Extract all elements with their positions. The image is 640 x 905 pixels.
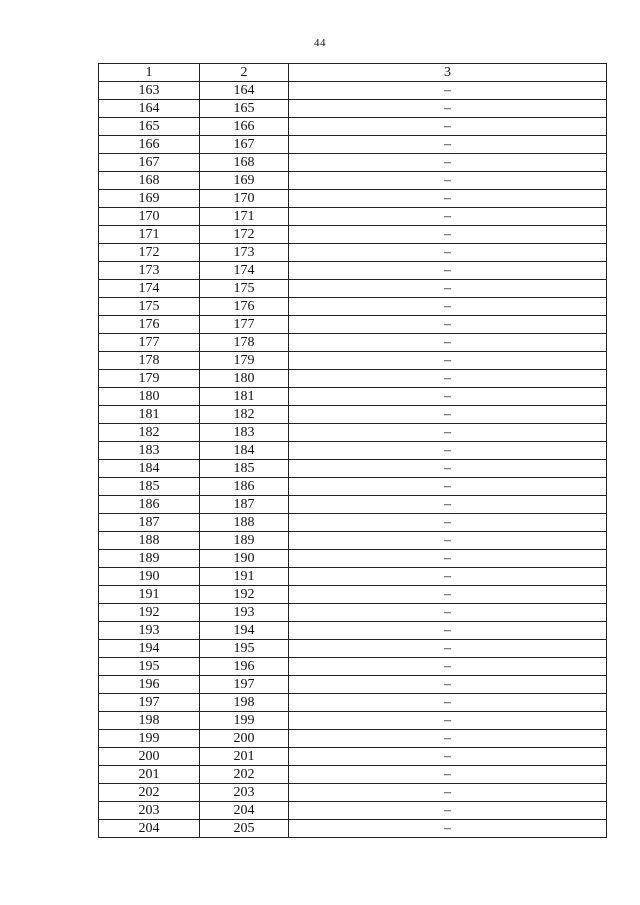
table-row: [99, 640, 607, 658]
table-cell-col-1: 170: [99, 208, 200, 226]
table-row: [99, 604, 607, 622]
table-cell-col-1: 180: [99, 388, 200, 406]
table-row: [99, 406, 607, 424]
table-cell-col-3: –: [289, 478, 607, 496]
table-cell-col-1: 196: [99, 676, 200, 694]
table-cell-col-2: 199: [200, 712, 289, 730]
table-cell-col-1: 193: [99, 622, 200, 640]
table-row: [99, 226, 607, 244]
table-cell-col-3: –: [289, 352, 607, 370]
table-row: [99, 586, 607, 604]
table-cell-col-3: –: [289, 766, 607, 784]
table-cell-col-3: –: [289, 658, 607, 676]
table-cell-col-2: 202: [200, 766, 289, 784]
table-cell-col-2: 198: [200, 694, 289, 712]
table-cell-col-2: 183: [200, 424, 289, 442]
table-cell-col-3: –: [289, 424, 607, 442]
table-row: [99, 82, 607, 100]
table-cell-col-2: 165: [200, 100, 289, 118]
table-cell-col-3: –: [289, 532, 607, 550]
table-row: [99, 370, 607, 388]
table-cell-col-3: –: [289, 190, 607, 208]
table-cell-col-1: 182: [99, 424, 200, 442]
table-cell-col-3: –: [289, 802, 607, 820]
table-cell-col-3: –: [289, 226, 607, 244]
table-cell-col-1: 171: [99, 226, 200, 244]
table-row: [99, 802, 607, 820]
table-cell-col-1: 176: [99, 316, 200, 334]
table-cell-col-3: –: [289, 136, 607, 154]
table-row: [99, 244, 607, 262]
table-cell-col-3: –: [289, 568, 607, 586]
table-cell-col-3: –: [289, 586, 607, 604]
table-cell-col-1: 179: [99, 370, 200, 388]
table-row: [99, 298, 607, 316]
table-cell-col-2: 178: [200, 334, 289, 352]
table-cell-col-2: 181: [200, 388, 289, 406]
table-row: [99, 694, 607, 712]
table-row: [99, 676, 607, 694]
table-cell-col-1: 203: [99, 802, 200, 820]
table-cell-col-1: 204: [99, 820, 200, 838]
table-cell-col-2: 188: [200, 514, 289, 532]
table-cell-col-3: –: [289, 244, 607, 262]
table-row: [99, 136, 607, 154]
table-cell-col-1: 185: [99, 478, 200, 496]
table-cell-col-3: –: [289, 730, 607, 748]
table-cell-col-1: 187: [99, 514, 200, 532]
table-cell-col-1: 189: [99, 550, 200, 568]
table-cell-col-3: –: [289, 712, 607, 730]
table-cell-col-1: 166: [99, 136, 200, 154]
table-cell-col-2: 185: [200, 460, 289, 478]
table-cell-col-3: –: [289, 748, 607, 766]
table-cell-col-3: –: [289, 82, 607, 100]
table-row: [99, 766, 607, 784]
table-cell-col-3: –: [289, 388, 607, 406]
table-cell-col-2: 180: [200, 370, 289, 388]
table-cell-col-2: 189: [200, 532, 289, 550]
table-row: [99, 478, 607, 496]
table-cell-col-2: 187: [200, 496, 289, 514]
table-cell-col-2: 167: [200, 136, 289, 154]
table-row: [99, 190, 607, 208]
table-cell-col-3: –: [289, 550, 607, 568]
table-row: [99, 118, 607, 136]
table-row: [99, 424, 607, 442]
table-row: [99, 442, 607, 460]
table-row: [99, 280, 607, 298]
table-row: [99, 316, 607, 334]
table-cell-col-3: –: [289, 676, 607, 694]
table-cell-col-2: 203: [200, 784, 289, 802]
table-row: [99, 532, 607, 550]
table-cell-col-1: 191: [99, 586, 200, 604]
table-cell-col-2: 166: [200, 118, 289, 136]
table-row: [99, 712, 607, 730]
table-row: [99, 820, 607, 838]
table-cell-col-3: –: [289, 334, 607, 352]
table-row: [99, 352, 607, 370]
table-cell-col-1: 174: [99, 280, 200, 298]
page-number: 44: [314, 37, 326, 49]
table-row: [99, 550, 607, 568]
table-cell-col-2: 196: [200, 658, 289, 676]
table-cell-col-1: 168: [99, 172, 200, 190]
table-cell-col-1: 164: [99, 100, 200, 118]
table-row: [99, 514, 607, 532]
table-cell-col-1: 184: [99, 460, 200, 478]
table-row: [99, 262, 607, 280]
table-cell-col-1: 194: [99, 640, 200, 658]
table-cell-col-2: 184: [200, 442, 289, 460]
table-cell-col-2: 192: [200, 586, 289, 604]
table-cell-col-3: –: [289, 298, 607, 316]
table-cell-col-2: 170: [200, 190, 289, 208]
table-cell-col-2: 195: [200, 640, 289, 658]
table-body: [99, 82, 607, 838]
table-cell-col-2: 169: [200, 172, 289, 190]
table-cell-col-1: 175: [99, 298, 200, 316]
table-cell-col-3: –: [289, 640, 607, 658]
table-cell-col-2: 193: [200, 604, 289, 622]
table-cell-col-3: –: [289, 514, 607, 532]
table-cell-col-3: –: [289, 460, 607, 478]
table-row: [99, 208, 607, 226]
table-cell-col-1: 186: [99, 496, 200, 514]
table-cell-col-3: –: [289, 100, 607, 118]
table-cell-col-3: –: [289, 118, 607, 136]
table-cell-col-2: 201: [200, 748, 289, 766]
table-cell-col-3: –: [289, 604, 607, 622]
table-cell-col-3: –: [289, 316, 607, 334]
table-cell-col-3: –: [289, 208, 607, 226]
table-row: [99, 388, 607, 406]
table-cell-col-3: –: [289, 784, 607, 802]
table-row: [99, 658, 607, 676]
table-cell-col-2: 172: [200, 226, 289, 244]
table-cell-col-3: –: [289, 496, 607, 514]
table-cell-col-2: 175: [200, 280, 289, 298]
table-cell-col-3: –: [289, 154, 607, 172]
table-row: [99, 622, 607, 640]
table-cell-col-1: 172: [99, 244, 200, 262]
table-cell-col-1: 202: [99, 784, 200, 802]
table-row: [99, 460, 607, 478]
table-cell-col-3: –: [289, 172, 607, 190]
table-cell-col-1: 188: [99, 532, 200, 550]
table-cell-col-2: 200: [200, 730, 289, 748]
table-row: [99, 784, 607, 802]
table-cell-col-1: 197: [99, 694, 200, 712]
table-cell-col-2: 168: [200, 154, 289, 172]
table-cell-col-2: 164: [200, 82, 289, 100]
table-cell-col-1: 195: [99, 658, 200, 676]
table-cell-col-2: 204: [200, 802, 289, 820]
table-cell-col-2: 205: [200, 820, 289, 838]
table-cell-col-1: 201: [99, 766, 200, 784]
table-cell-col-1: 167: [99, 154, 200, 172]
table-cell-col-1: 165: [99, 118, 200, 136]
table-cell-col-2: 190: [200, 550, 289, 568]
table-cell-col-2: 174: [200, 262, 289, 280]
table-cell-col-3: –: [289, 622, 607, 640]
table-cell-col-3: –: [289, 442, 607, 460]
table-row: [99, 154, 607, 172]
table-cell-col-1: 181: [99, 406, 200, 424]
table-cell-col-2: 197: [200, 676, 289, 694]
table-cell-col-2: 182: [200, 406, 289, 424]
data-table: [98, 63, 607, 838]
table-cell-col-2: 186: [200, 478, 289, 496]
table-row: [99, 730, 607, 748]
table-cell-col-1: 163: [99, 82, 200, 100]
table-cell-col-3: –: [289, 694, 607, 712]
table-cell-col-1: 169: [99, 190, 200, 208]
table-row: [99, 334, 607, 352]
table-cell-col-1: 199: [99, 730, 200, 748]
table-cell-col-2: 177: [200, 316, 289, 334]
table-cell-col-2: 194: [200, 622, 289, 640]
table-cell-col-1: 173: [99, 262, 200, 280]
table-cell-col-3: –: [289, 370, 607, 388]
column-header-3: 3: [289, 64, 607, 82]
table-header-row: [99, 64, 607, 82]
table-cell-col-1: 192: [99, 604, 200, 622]
table-cell-col-1: 190: [99, 568, 200, 586]
table-cell-col-1: 198: [99, 712, 200, 730]
table-cell-col-2: 173: [200, 244, 289, 262]
table-cell-col-1: 178: [99, 352, 200, 370]
table-cell-col-1: 200: [99, 748, 200, 766]
table-cell-col-2: 176: [200, 298, 289, 316]
table-cell-col-3: –: [289, 280, 607, 298]
table-row: [99, 496, 607, 514]
table-cell-col-2: 171: [200, 208, 289, 226]
table-cell-col-2: 191: [200, 568, 289, 586]
table-cell-col-3: –: [289, 406, 607, 424]
table-cell-col-2: 179: [200, 352, 289, 370]
table-row: [99, 568, 607, 586]
table-cell-col-3: –: [289, 820, 607, 838]
table-cell-col-3: –: [289, 262, 607, 280]
column-header-1: 1: [99, 64, 200, 82]
table-row: [99, 100, 607, 118]
table-row: [99, 748, 607, 766]
table-cell-col-1: 177: [99, 334, 200, 352]
table-cell-col-1: 183: [99, 442, 200, 460]
column-header-2: 2: [200, 64, 289, 82]
table-row: [99, 172, 607, 190]
